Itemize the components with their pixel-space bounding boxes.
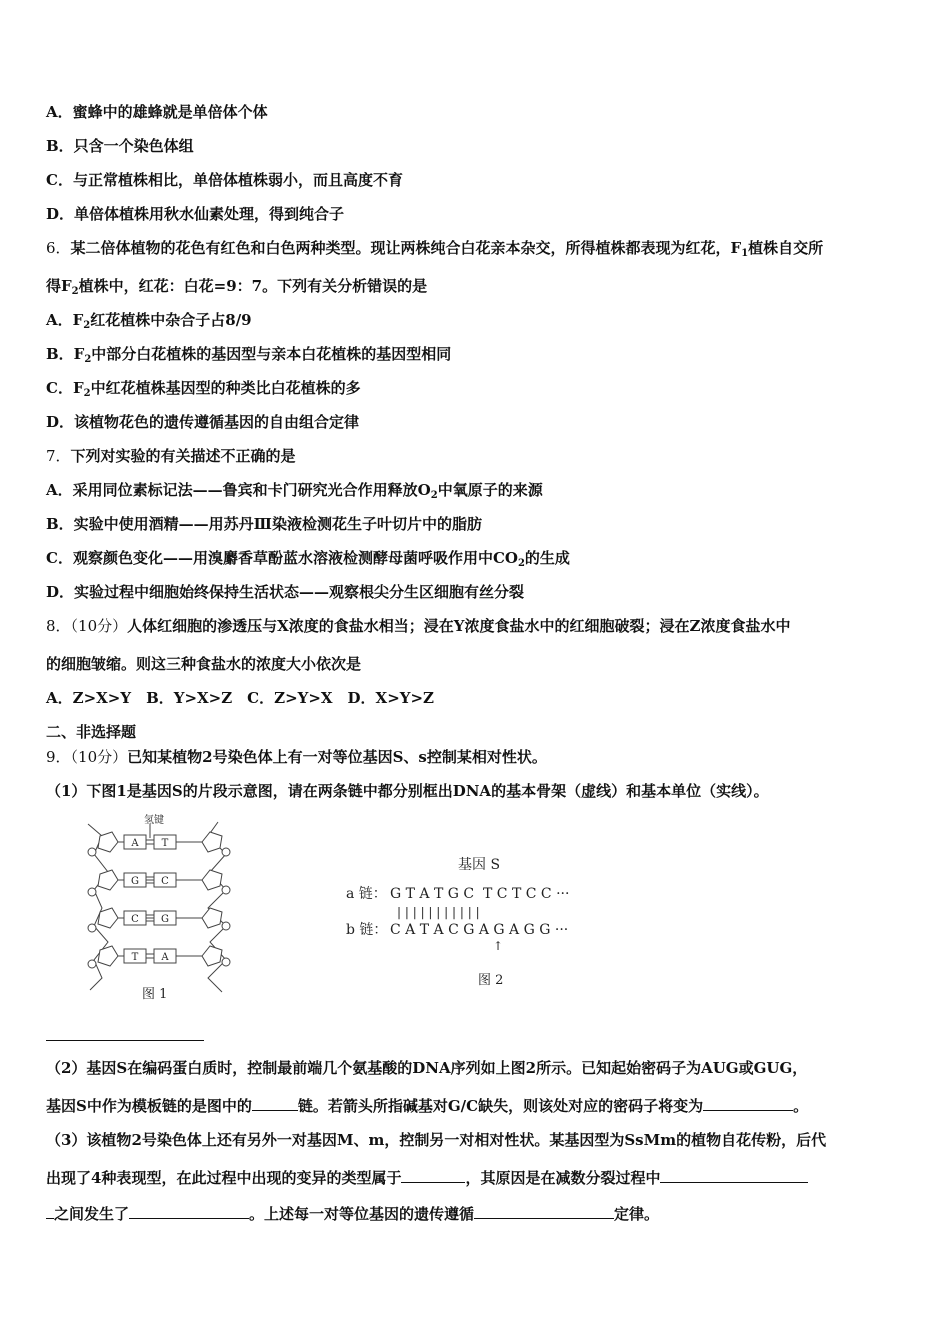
option-text: A．采用同位素标记法——鲁宾和卡门研究光合作用释放O	[46, 481, 431, 499]
q5-option-b: B．只含一个染色体组	[46, 137, 194, 155]
answer-line	[46, 1040, 204, 1041]
q9-part3-text: 定律。	[614, 1205, 660, 1223]
q6-stem-text: 植株中，红花：白花=9：7。下列有关分析错误的是	[78, 277, 428, 295]
answer-blank[interactable]	[129, 1204, 249, 1219]
arrow-icon: ↑	[493, 939, 504, 953]
option-text: 中部分白花植株的基因型与亲本白花植株的基因型相同	[91, 345, 452, 363]
q6-stem-text: 某二倍体植物的花色有红色和白色两种类型。现让两株纯合白花亲本杂交，所得植株都表现为红花，F	[70, 239, 742, 257]
option-text: B．F	[46, 345, 85, 363]
q7-option-d: D．实验过程中细胞始终保持生活状态——观察根尖分生区细胞有丝分裂	[46, 583, 525, 601]
q7-option-a	[46, 480, 543, 500]
strand-a-sequence: G T A T G C T C T C C ···	[390, 886, 570, 902]
figure-1-dna-structure	[80, 812, 240, 1002]
q9-part3-line2	[46, 1168, 808, 1188]
base-label: A	[131, 838, 139, 849]
q5-option-c: C．与正常植株相比，单倍体植株弱小，而且高度不育	[46, 171, 403, 189]
q9-stem	[46, 747, 547, 767]
pairing-bars: | | | | | | | | | | |	[397, 905, 480, 919]
q6-stem-line2	[46, 276, 427, 296]
base-label: G	[161, 914, 169, 925]
answer-blank[interactable]	[401, 1168, 465, 1183]
answer-blank[interactable]	[252, 1096, 298, 1111]
figure-2-gene-sequence	[340, 850, 590, 990]
figure-1-caption: 图 1	[142, 987, 168, 1002]
q5-option-d: D．单倍体植株用秋水仙素处理，得到纯合子	[46, 205, 345, 223]
q8-options: A．Z>X>Y B．Y>X>Z C．Z>Y>X D．X>Y>Z	[46, 689, 434, 707]
answer-blank[interactable]	[703, 1096, 793, 1111]
q6-stem-text: 得F	[46, 277, 72, 295]
section-heading: 二、非选择题	[46, 723, 137, 741]
option-text: 中红花植株基因型的种类比白花植株的多	[90, 379, 361, 397]
strand-a-label: a 链：	[346, 886, 387, 902]
q6-stem-line1	[46, 238, 823, 258]
subscript: 2	[71, 286, 79, 297]
subscript: 2	[83, 320, 91, 331]
hbond-label: 氢键	[144, 815, 164, 826]
answer-blank[interactable]	[46, 1204, 54, 1219]
option-text: C．F	[46, 379, 84, 397]
base-label: G	[131, 876, 139, 887]
q6-number: 6．	[46, 239, 71, 257]
q9-part2-text: 。	[793, 1097, 809, 1115]
q9-part3-text: 出现了4种表现型，在此过程中出现的变异的类型属于	[46, 1169, 402, 1187]
figure-2-title: 基因 S	[458, 857, 501, 873]
strand-b-label: b 链：	[346, 922, 388, 938]
q6-option-d: D．该植物花色的遗传遵循基因的自由组合定律	[46, 413, 360, 431]
option-text: C．观察颜色变化——用溴麝香草酚蓝水溶液检测酵母菌呼吸作用中CO	[46, 549, 518, 567]
q7-option-b: B．实验中使用酒精——用苏丹Ⅲ染液检测花生子叶切片中的脂肪	[46, 515, 482, 533]
q5-option-a: A．蜜蜂中的雄蜂就是单倍体个体	[46, 103, 268, 121]
q6-option-b	[46, 344, 451, 364]
q8-stem-line1	[46, 616, 790, 636]
base-label: C	[161, 876, 169, 887]
q8-stem-line2: 的细胞皱缩。则这三种食盐水的浓度大小依次是	[46, 655, 362, 673]
option-text: 的生成	[524, 549, 570, 567]
option-text: 中氧原子的来源	[437, 481, 543, 499]
q7-stem-text: 下列对实验的有关描述不正确的是	[70, 447, 296, 465]
q9-part2-line2	[46, 1096, 808, 1116]
q9-part3-line3	[46, 1204, 659, 1224]
base-label: T	[161, 838, 169, 849]
subscript: 2	[83, 388, 91, 399]
q6-option-a	[46, 310, 252, 330]
q9-number: 9．（10分）	[46, 748, 128, 766]
q9-part2-text: 基因S中作为模板链的是图中的	[46, 1097, 252, 1115]
q8-stem-text: 人体红细胞的渗透压与X浓度的食盐水相当；浸在Y浓度食盐水中的红细胞破裂；浸在Z浓度食盐水中	[127, 617, 791, 635]
subscript: 2	[84, 354, 92, 365]
figure-2-caption: 图 2	[478, 973, 504, 988]
q9-part3-line1: （3）该植物2号染色体上还有另外一对基因M、m，控制另一对相对性状。某基因型为SsMm的植物自花传粉，后代	[46, 1131, 827, 1149]
q6-option-c	[46, 378, 361, 398]
q9-part1: （1）下图1是基因S的片段示意图，请在两条链中都分别框出DNA的基本骨架（虚线）和基本单位（实线）。	[46, 782, 769, 800]
q9-part2-line1: （2）基因S在编码蛋白质时，控制最前端几个氨基酸的DNA序列如上图2所示。已知起始密码子为AUG或GUG，	[46, 1059, 808, 1077]
subscript: 1	[741, 248, 749, 259]
q7-stem	[46, 446, 296, 466]
subscript: 2	[517, 558, 525, 569]
q9-stem-text: 已知某植物2号染色体上有一对等位基因S、s控制某相对性状。	[127, 748, 547, 766]
strand-b-sequence: C A T A C G A G A G G ···	[390, 922, 569, 938]
q8-number: 8．（10分）	[46, 617, 128, 635]
base-label: C	[131, 914, 139, 925]
base-label: A	[161, 952, 169, 963]
answer-blank[interactable]	[474, 1204, 614, 1219]
subscript: 2	[430, 490, 438, 501]
option-text: A．F	[46, 311, 84, 329]
q9-part2-text: 链。若箭头所指碱基对G/C缺失，则该处对应的密码子将变为	[297, 1097, 704, 1115]
q9-part3-text: 之间发生了	[54, 1205, 130, 1223]
q9-part3-text: 。上述每一对等位基因的遗传遵循	[249, 1205, 475, 1223]
option-text: 红花植株中杂合子占8/9	[90, 311, 252, 329]
base-label: T	[131, 952, 139, 963]
q6-stem-text: 植株自交所	[748, 239, 824, 257]
answer-blank[interactable]	[660, 1168, 808, 1183]
q7-number: 7．	[46, 447, 71, 465]
q9-part3-text: ，其原因是在减数分裂过程中	[465, 1169, 661, 1187]
q7-option-c	[46, 548, 570, 568]
